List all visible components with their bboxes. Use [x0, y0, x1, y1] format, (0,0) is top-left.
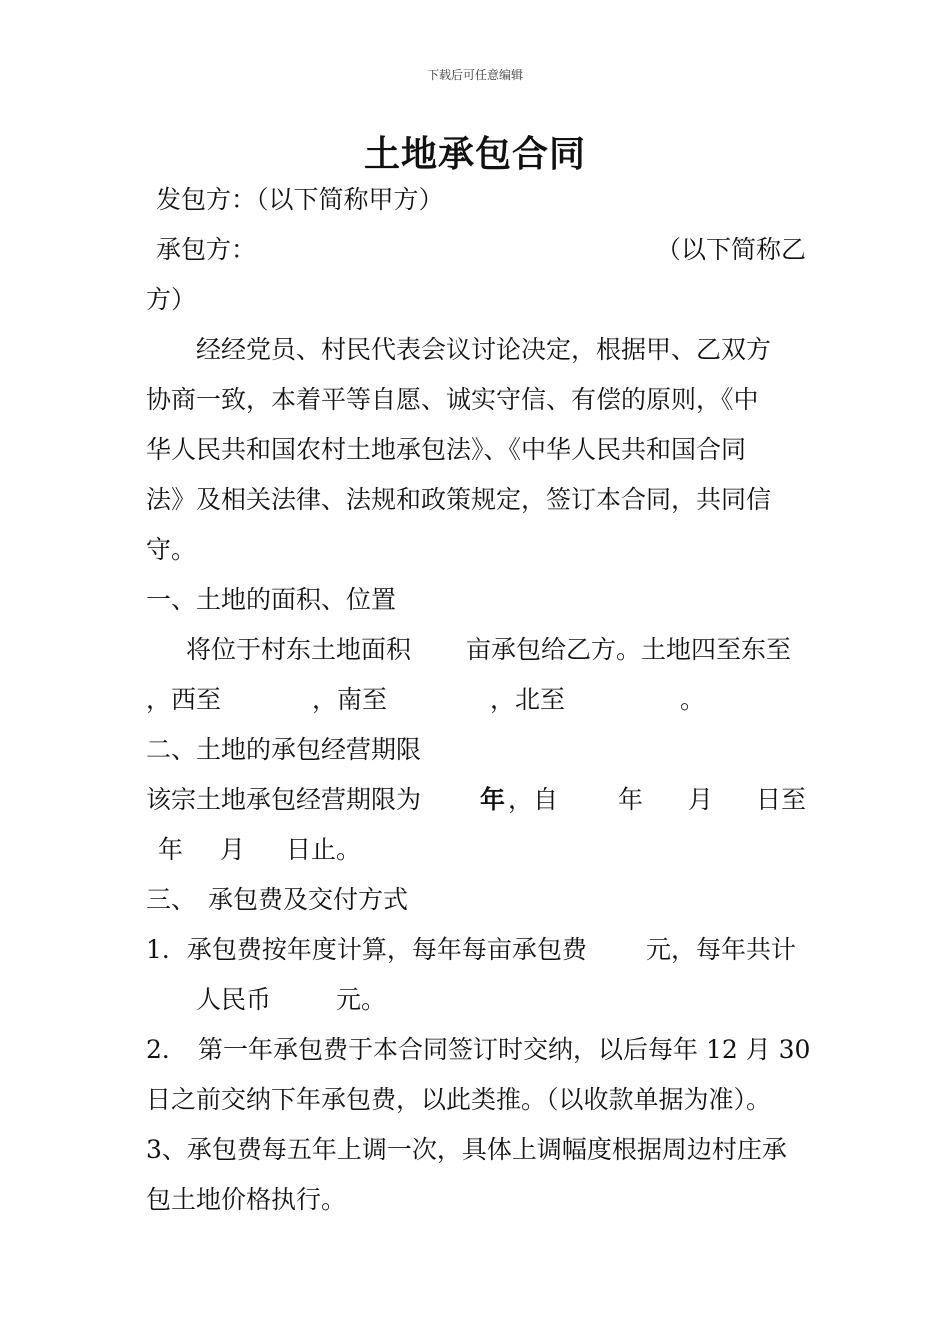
land-area-text: 将位于村东土地面积	[186, 635, 412, 664]
fee-rmb: 人民币	[196, 985, 272, 1014]
boundary-west: ，西至	[146, 685, 222, 714]
fee-clause-3-cont: 包土地价格执行。	[146, 1185, 347, 1214]
term-text: 该宗土地承包经营期限为	[146, 785, 422, 814]
document-title: 土地承包合同	[363, 134, 586, 175]
fee-clause-2: 第一年承包费于本合同签订时交纳，以后每年 12 月 30	[198, 1035, 811, 1064]
term-end-year: 年	[158, 835, 184, 864]
preamble-line-3: 华人民共和国农村土地承包法》、《中华人民共和国合同	[146, 435, 747, 464]
boundary-north: ，北至	[490, 685, 566, 714]
section-3-heading: 承包费及交付方式	[208, 885, 409, 914]
term-from: ，自	[508, 785, 559, 814]
preamble-line-2: 协商一致，本着平等自愿、诚实守信、有偿的原则，《中	[146, 385, 759, 414]
boundary-end: 。	[680, 685, 706, 714]
party-b-suffix-cont: 方）	[146, 285, 197, 314]
boundary-south: ，南至	[312, 685, 388, 714]
section-3-number: 三、	[146, 885, 197, 914]
preamble-line-1: 经经党员、村民代表会议讨论决定，根据甲、乙双方	[196, 335, 772, 364]
fee-clause-2-cont: 日之前交纳下年承包费，以此类推。（以收款单据为准）。	[146, 1085, 772, 1114]
term-end-day: 日止。	[286, 835, 362, 864]
section-2-heading: 二、土地的承包经营期限	[146, 735, 422, 764]
party-b-label: 承包方：	[156, 235, 257, 264]
party-a-line: 发包方：（以下简称甲方）	[156, 185, 444, 214]
preamble-line-5: 守。	[146, 535, 197, 564]
section-1-heading: 一、土地的面积、位置	[146, 585, 397, 614]
term-start-day: 日至	[756, 785, 807, 814]
party-b-suffix: （以下简称乙	[656, 235, 807, 264]
fee-clause-1: 1．承包费按年度计算，每年每亩承包费	[146, 935, 587, 964]
preamble-line-4: 法》及相关法律、法规和政策规定，签订本合同，共同信	[146, 485, 772, 514]
term-years-bold: 年	[480, 785, 506, 814]
land-area-text-cont: 亩承包给乙方。土地四至东至	[466, 635, 792, 664]
term-start-year: 年	[618, 785, 644, 814]
header-note: 下载后可任意编辑	[426, 68, 523, 82]
fee-clause-1-cont: 元，每年共计	[646, 935, 797, 964]
term-start-month: 月	[688, 785, 714, 814]
fee-clause-3: 3、承包费每五年上调一次，具体上调幅度根据周边村庄承	[146, 1135, 787, 1164]
term-end-month: 月	[220, 835, 246, 864]
fee-clause-2-number: 2．	[146, 1035, 187, 1064]
fee-rmb-unit: 元。	[336, 985, 387, 1014]
